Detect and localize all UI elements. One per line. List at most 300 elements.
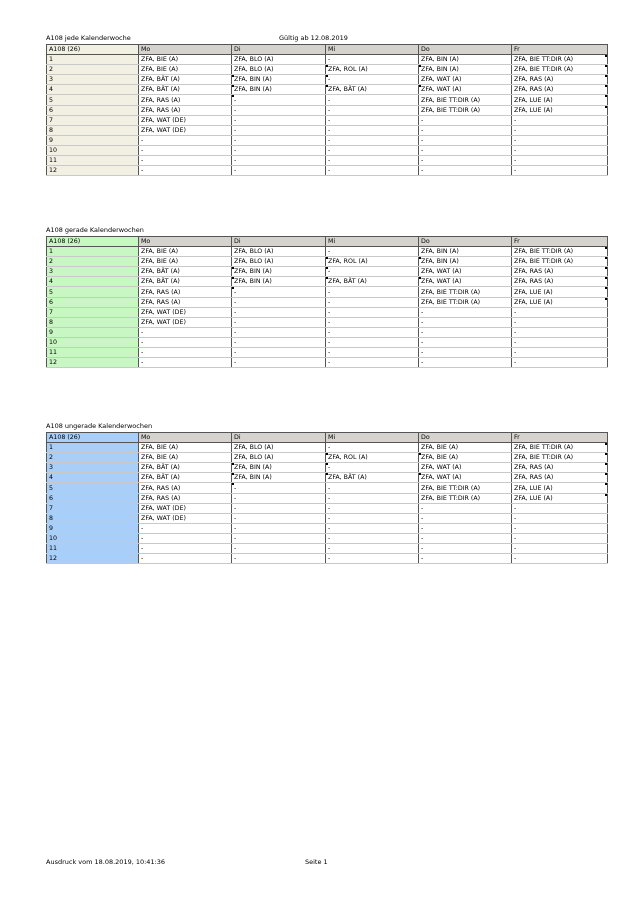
lesson-cell: - — [512, 125, 608, 135]
lesson-cell: - — [326, 348, 419, 358]
lesson-cell: ZFA, WAT (DE) — [139, 513, 232, 523]
lesson-cell: ZFA, ROL (A) — [326, 257, 419, 267]
lesson-cell: - — [512, 513, 608, 523]
timetable-even-weeks — [46, 236, 608, 368]
period-number: 3 — [47, 75, 139, 85]
lesson-cell: ZFA, RAS (A) — [139, 493, 232, 503]
table-row — [47, 483, 608, 493]
lesson-cell: ZFA, BIE (A) — [419, 453, 512, 463]
period-number: 1 — [47, 55, 139, 65]
table-row — [47, 348, 608, 358]
lesson-cell: ZFA, BIN (A) — [419, 257, 512, 267]
lesson-cell: - — [512, 115, 608, 125]
period-number: 4 — [47, 277, 139, 287]
period-number: 3 — [47, 267, 139, 277]
lesson-cell: - — [512, 156, 608, 166]
lesson-cell: ZFA, RAS (A) — [512, 473, 608, 483]
cell-marker-icon — [419, 473, 421, 475]
period-number: 11 — [47, 156, 139, 166]
lesson-cell: ZFA, LUE (A) — [512, 95, 608, 105]
lesson-cell: - — [326, 75, 419, 85]
cell-marker-icon — [419, 65, 421, 67]
page-number: Seite 1 — [305, 858, 328, 866]
lesson-cell: - — [326, 337, 419, 347]
period-number: 10 — [47, 533, 139, 543]
table-row — [47, 297, 608, 307]
lesson-cell: - — [419, 513, 512, 523]
lesson-cell: ZFA, WAT (DE) — [139, 307, 232, 317]
cell-marker-icon — [232, 85, 234, 87]
lesson-cell: - — [326, 297, 419, 307]
day-header-di: Di — [232, 45, 326, 55]
cell-marker-icon — [326, 75, 328, 77]
lesson-cell: - — [139, 166, 232, 176]
period-number: 7 — [47, 503, 139, 513]
lesson-cell: ZFA, BÄT (A) — [139, 473, 232, 483]
lesson-cell: - — [232, 156, 326, 166]
lesson-cell: - — [232, 483, 326, 493]
lesson-cell: - — [139, 337, 232, 347]
day-header-mo: Mo — [139, 45, 232, 55]
lesson-cell: - — [232, 327, 326, 337]
lesson-cell: ZFA, WAT (A) — [419, 85, 512, 95]
lesson-cell: - — [139, 145, 232, 155]
header-row — [47, 237, 608, 247]
lesson-cell: ZFA, WAT (DE) — [139, 317, 232, 327]
valid-from-date: Gültig ab 12.08.2019 — [279, 34, 348, 42]
period-number: 8 — [47, 317, 139, 327]
lesson-cell: ZFA, BIE TT:DIR (A) — [512, 55, 608, 65]
cell-marker-icon — [232, 75, 234, 77]
table-row — [47, 443, 608, 453]
lesson-cell: - — [139, 348, 232, 358]
period-number: 7 — [47, 307, 139, 317]
document-title: A108 jede Kalenderwoche — [46, 34, 131, 42]
period-number: 12 — [47, 358, 139, 368]
lesson-cell: - — [232, 95, 326, 105]
cell-marker-icon — [605, 95, 607, 97]
table-row — [47, 327, 608, 337]
lesson-cell: - — [139, 544, 232, 554]
day-header-fr: Fr — [512, 433, 608, 443]
day-header-mi: Mi — [326, 433, 419, 443]
lesson-cell: - — [326, 513, 419, 523]
period-number: 2 — [47, 257, 139, 267]
lesson-cell: ZFA, WAT (A) — [419, 267, 512, 277]
cell-marker-icon — [326, 453, 328, 455]
lesson-cell: ZFA, BIE (A) — [139, 443, 232, 453]
lesson-cell: ZFA, ROL (A) — [326, 65, 419, 75]
lesson-cell: - — [139, 523, 232, 533]
lesson-cell: - — [419, 533, 512, 543]
day-header-di: Di — [232, 433, 326, 443]
lesson-cell: ZFA, BÄT (A) — [139, 267, 232, 277]
lesson-cell: ZFA, LUE (A) — [512, 105, 608, 115]
cell-marker-icon — [605, 453, 607, 455]
lesson-cell: ZFA, BÄT (A) — [139, 75, 232, 85]
table-row — [47, 65, 608, 75]
lesson-cell: - — [326, 95, 419, 105]
lesson-cell: - — [326, 554, 419, 564]
cell-marker-icon — [326, 473, 328, 475]
lesson-cell: - — [419, 307, 512, 317]
lesson-cell: ZFA, LUE (A) — [512, 493, 608, 503]
lesson-cell: - — [232, 145, 326, 155]
lesson-cell: - — [232, 166, 326, 176]
lesson-cell: - — [512, 503, 608, 513]
lesson-cell: ZFA, BIN (A) — [419, 247, 512, 257]
lesson-cell: ZFA, BIE TT:DIR (A) — [512, 453, 608, 463]
lesson-cell: - — [326, 317, 419, 327]
header-row — [47, 433, 608, 443]
table-row — [47, 493, 608, 503]
table-row — [47, 156, 608, 166]
period-number: 5 — [47, 287, 139, 297]
lesson-cell: ZFA, BIE (A) — [139, 55, 232, 65]
lesson-cell: - — [512, 307, 608, 317]
lesson-cell: - — [512, 135, 608, 145]
lesson-cell: ZFA, BIE TT:DIR (A) — [512, 65, 608, 75]
lesson-cell: - — [232, 317, 326, 327]
cell-marker-icon — [605, 277, 607, 279]
cell-marker-icon — [232, 95, 234, 97]
lesson-cell: ZFA, LUE (A) — [512, 297, 608, 307]
cell-marker-icon — [605, 267, 607, 269]
period-number: 4 — [47, 473, 139, 483]
lesson-cell: - — [326, 307, 419, 317]
lesson-cell: ZFA, BÄT (A) — [326, 277, 419, 287]
lesson-cell: ZFA, RAS (A) — [512, 267, 608, 277]
period-number: 10 — [47, 145, 139, 155]
table-row — [47, 75, 608, 85]
lesson-cell: ZFA, BIN (A) — [232, 267, 326, 277]
period-number: 7 — [47, 115, 139, 125]
timetable-section-even-weeks — [46, 226, 607, 368]
lesson-cell: - — [232, 503, 326, 513]
lesson-cell: - — [419, 337, 512, 347]
table-row — [47, 166, 608, 176]
lesson-cell: - — [512, 358, 608, 368]
day-header-mo: Mo — [139, 433, 232, 443]
lesson-cell: ZFA, BIE TT:DIR (A) — [419, 483, 512, 493]
table-row — [47, 503, 608, 513]
lesson-cell: ZFA, RAS (A) — [512, 463, 608, 473]
lesson-cell: ZFA, BLO (A) — [232, 453, 326, 463]
lesson-cell: - — [139, 533, 232, 543]
period-number: 6 — [47, 297, 139, 307]
cell-marker-icon — [419, 277, 421, 279]
table-row — [47, 115, 608, 125]
cell-marker-icon — [605, 473, 607, 475]
lesson-cell: - — [232, 307, 326, 317]
timetable-every-week — [46, 44, 608, 176]
cell-marker-icon — [605, 247, 607, 249]
page-header — [46, 33, 606, 43]
lesson-cell: ZFA, LUE (A) — [512, 483, 608, 493]
lesson-cell: - — [232, 105, 326, 115]
lesson-cell: - — [326, 483, 419, 493]
lesson-cell: - — [326, 125, 419, 135]
table-row — [47, 257, 608, 267]
lesson-cell: - — [139, 358, 232, 368]
lesson-cell: ZFA, BÄT (A) — [326, 85, 419, 95]
cell-marker-icon — [605, 443, 607, 445]
lesson-cell: ZFA, BIN (A) — [232, 277, 326, 287]
cell-marker-icon — [605, 257, 607, 259]
lesson-cell: - — [419, 358, 512, 368]
lesson-cell: - — [232, 287, 326, 297]
cell-marker-icon — [419, 85, 421, 87]
day-header-fr: Fr — [512, 45, 608, 55]
lesson-cell: - — [326, 523, 419, 533]
table-row — [47, 85, 608, 95]
cell-marker-icon — [326, 463, 328, 465]
day-header-fr: Fr — [512, 237, 608, 247]
cell-marker-icon — [605, 463, 607, 465]
cell-marker-icon — [605, 65, 607, 67]
lesson-cell: - — [419, 156, 512, 166]
period-number: 3 — [47, 463, 139, 473]
header-row — [47, 45, 608, 55]
lesson-cell: - — [512, 317, 608, 327]
lesson-cell: ZFA, BIN (A) — [232, 463, 326, 473]
period-number: 11 — [47, 348, 139, 358]
table-row — [47, 55, 608, 65]
lesson-cell: ZFA, BLO (A) — [232, 65, 326, 75]
table-row — [47, 453, 608, 463]
table-row — [47, 523, 608, 533]
period-number: 4 — [47, 85, 139, 95]
lesson-cell: ZFA, RAS (A) — [512, 277, 608, 287]
lesson-cell: ZFA, BIN (A) — [419, 55, 512, 65]
cell-marker-icon — [605, 298, 607, 300]
day-header-do: Do — [419, 433, 512, 443]
lesson-cell: ZFA, BÄT (A) — [139, 85, 232, 95]
lesson-cell: ZFA, BIE TT:DIR (A) — [419, 105, 512, 115]
lesson-cell: - — [326, 135, 419, 145]
lesson-cell: - — [419, 523, 512, 533]
table-row — [47, 337, 608, 347]
period-number: 5 — [47, 483, 139, 493]
lesson-cell: - — [326, 156, 419, 166]
lesson-cell: - — [419, 348, 512, 358]
lesson-cell: ZFA, BIE (A) — [139, 453, 232, 463]
table-row — [47, 105, 608, 115]
lesson-cell: ZFA, BLO (A) — [232, 55, 326, 65]
period-number: 2 — [47, 453, 139, 463]
lesson-cell: - — [419, 503, 512, 513]
lesson-cell: - — [419, 554, 512, 564]
period-number: 12 — [47, 166, 139, 176]
lesson-cell: ZFA, BIE TT:DIR (A) — [419, 95, 512, 105]
cell-marker-icon — [419, 453, 421, 455]
lesson-cell: - — [326, 544, 419, 554]
cell-marker-icon — [419, 257, 421, 259]
lesson-cell: - — [512, 523, 608, 533]
lesson-cell: - — [139, 327, 232, 337]
lesson-cell: ZFA, BIE (A) — [139, 247, 232, 257]
room-header: A108 (26) — [47, 45, 139, 55]
period-number: 9 — [47, 523, 139, 533]
lesson-cell: - — [232, 554, 326, 564]
lesson-cell: - — [419, 327, 512, 337]
lesson-cell: ZFA, BÄT (A) — [139, 463, 232, 473]
period-number: 9 — [47, 327, 139, 337]
cell-marker-icon — [232, 473, 234, 475]
cell-marker-icon — [232, 277, 234, 279]
lesson-cell: ZFA, RAS (A) — [512, 85, 608, 95]
lesson-cell: - — [326, 267, 419, 277]
lesson-cell: ZFA, WAT (A) — [419, 277, 512, 287]
period-number: 6 — [47, 105, 139, 115]
lesson-cell: ZFA, BIE TT:DIR (A) — [512, 443, 608, 453]
lesson-cell: ZFA, BIE TT:DIR (A) — [512, 257, 608, 267]
period-number: 2 — [47, 65, 139, 75]
cell-marker-icon — [326, 65, 328, 67]
period-number: 11 — [47, 544, 139, 554]
lesson-cell: - — [139, 156, 232, 166]
table-row — [47, 358, 608, 368]
table-row — [47, 473, 608, 483]
cell-marker-icon — [605, 287, 607, 289]
lesson-cell: - — [326, 358, 419, 368]
lesson-cell: - — [512, 327, 608, 337]
period-number: 8 — [47, 125, 139, 135]
lesson-cell: - — [419, 145, 512, 155]
timetable-section-odd-weeks — [46, 422, 607, 564]
lesson-cell: ZFA, BLO (A) — [232, 443, 326, 453]
table-row — [47, 135, 608, 145]
cell-marker-icon — [605, 483, 607, 485]
day-header-do: Do — [419, 45, 512, 55]
lesson-cell: - — [139, 554, 232, 564]
lesson-cell: - — [232, 115, 326, 125]
lesson-cell: ZFA, BIE (A) — [419, 443, 512, 453]
lesson-cell: ZFA, RAS (A) — [139, 483, 232, 493]
lesson-cell: - — [232, 348, 326, 358]
day-header-di: Di — [232, 237, 326, 247]
lesson-cell: - — [232, 513, 326, 523]
lesson-cell: ZFA, ROL (A) — [326, 453, 419, 463]
lesson-cell: ZFA, RAS (A) — [139, 105, 232, 115]
lesson-cell: ZFA, BLO (A) — [232, 257, 326, 267]
table-row — [47, 533, 608, 543]
cell-marker-icon — [232, 483, 234, 485]
timetable-section-every-week — [46, 44, 607, 176]
lesson-cell: - — [326, 503, 419, 513]
cell-marker-icon — [326, 257, 328, 259]
cell-marker-icon — [605, 106, 607, 108]
lesson-cell: ZFA, WAT (DE) — [139, 115, 232, 125]
cell-marker-icon — [232, 463, 234, 465]
lesson-cell: ZFA, BIE TT:DIR (A) — [419, 287, 512, 297]
day-header-mo: Mo — [139, 237, 232, 247]
lesson-cell: ZFA, BIE TT:DIR (A) — [419, 493, 512, 503]
day-header-mi: Mi — [326, 45, 419, 55]
lesson-cell: ZFA, BIN (A) — [232, 75, 326, 85]
lesson-cell: ZFA, WAT (DE) — [139, 125, 232, 135]
table-row — [47, 145, 608, 155]
lesson-cell: - — [419, 166, 512, 176]
page-footer — [46, 857, 606, 867]
lesson-cell: - — [232, 297, 326, 307]
lesson-cell: ZFA, RAS (A) — [139, 95, 232, 105]
lesson-cell: - — [232, 544, 326, 554]
cell-marker-icon — [605, 85, 607, 87]
room-header: A108 (26) — [47, 433, 139, 443]
lesson-cell: - — [419, 115, 512, 125]
lesson-cell: - — [419, 544, 512, 554]
timetable-odd-weeks — [46, 432, 608, 564]
room-header: A108 (26) — [47, 237, 139, 247]
lesson-cell: - — [139, 135, 232, 145]
lesson-cell: - — [232, 125, 326, 135]
table-row — [47, 287, 608, 297]
lesson-cell: - — [512, 544, 608, 554]
lesson-cell: ZFA, WAT (DE) — [139, 503, 232, 513]
cell-marker-icon — [326, 267, 328, 269]
lesson-cell: ZFA, WAT (A) — [419, 463, 512, 473]
table-row — [47, 125, 608, 135]
lesson-cell: ZFA, BIN (A) — [232, 85, 326, 95]
cell-marker-icon — [232, 287, 234, 289]
cell-marker-icon — [605, 75, 607, 77]
lesson-cell: - — [326, 327, 419, 337]
cell-marker-icon — [232, 267, 234, 269]
lesson-cell: - — [512, 554, 608, 564]
lesson-cell: - — [326, 463, 419, 473]
lesson-cell: ZFA, RAS (A) — [139, 287, 232, 297]
period-number: 12 — [47, 554, 139, 564]
lesson-cell: - — [232, 135, 326, 145]
table-row — [47, 307, 608, 317]
lesson-cell: ZFA, BIE (A) — [139, 65, 232, 75]
cell-marker-icon — [605, 494, 607, 496]
lesson-cell: - — [512, 166, 608, 176]
lesson-cell: ZFA, WAT (A) — [419, 75, 512, 85]
lesson-cell: - — [232, 493, 326, 503]
lesson-cell: - — [326, 55, 419, 65]
lesson-cell: - — [419, 317, 512, 327]
period-number: 1 — [47, 247, 139, 257]
lesson-cell: - — [512, 145, 608, 155]
table-row — [47, 317, 608, 327]
cell-marker-icon — [326, 85, 328, 87]
section-title-even-weeks: A108 gerade Kalenderwochen — [46, 226, 144, 234]
lesson-cell: ZFA, BIN (A) — [232, 473, 326, 483]
period-number: 6 — [47, 493, 139, 503]
lesson-cell: - — [512, 533, 608, 543]
lesson-cell: - — [512, 337, 608, 347]
lesson-cell: - — [326, 166, 419, 176]
lesson-cell: - — [326, 105, 419, 115]
print-timestamp: Ausdruck vom 18.08.2019, 10:41:36 — [46, 858, 166, 866]
lesson-cell: - — [232, 523, 326, 533]
table-row — [47, 277, 608, 287]
lesson-cell: ZFA, LUE (A) — [512, 287, 608, 297]
day-header-mi: Mi — [326, 237, 419, 247]
table-row — [47, 247, 608, 257]
cell-marker-icon — [605, 55, 607, 57]
table-row — [47, 463, 608, 473]
table-row — [47, 513, 608, 523]
lesson-cell: - — [232, 358, 326, 368]
lesson-cell: ZFA, BLO (A) — [232, 247, 326, 257]
lesson-cell: - — [512, 348, 608, 358]
lesson-cell: - — [326, 533, 419, 543]
lesson-cell: - — [326, 287, 419, 297]
lesson-cell: ZFA, BIN (A) — [419, 65, 512, 75]
